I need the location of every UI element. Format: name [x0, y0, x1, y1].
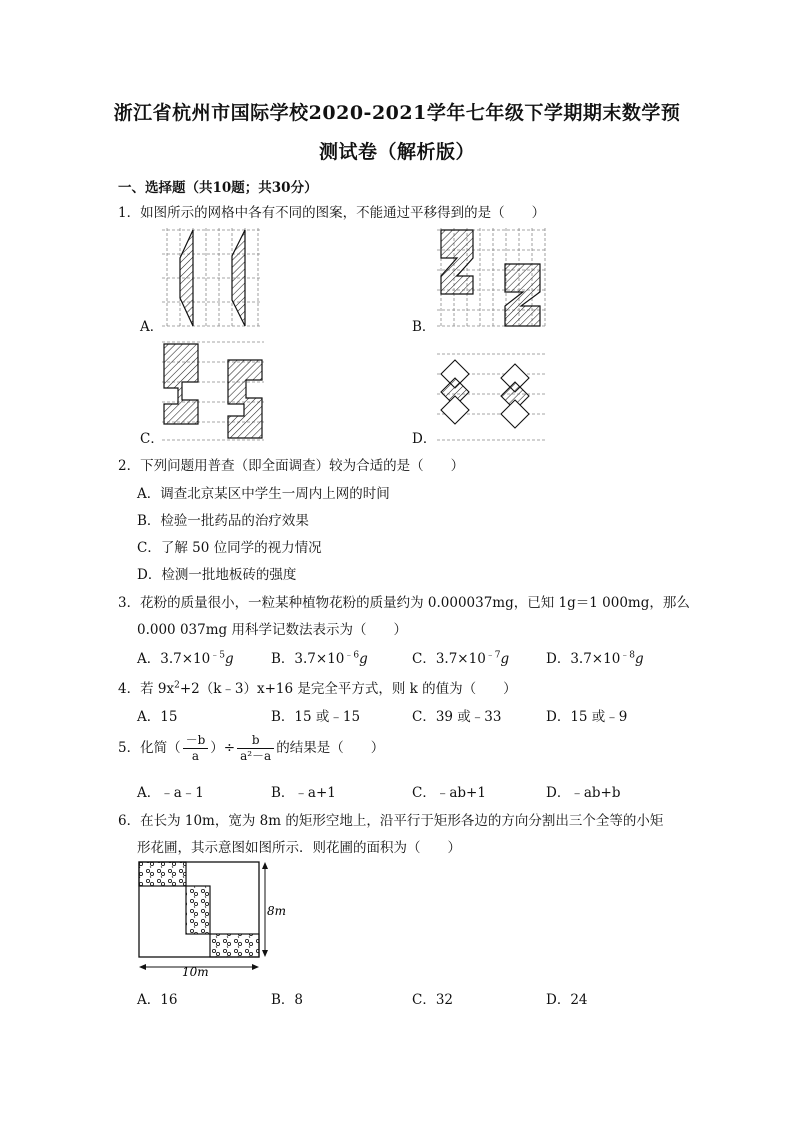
q5-option-b: B．﹣a+1 [271, 785, 336, 801]
section-heading: 一、选择题（共10题；共30分） [118, 180, 318, 196]
q4-option-c: C．39 或﹣33 [412, 709, 502, 725]
q2-option-b: B．检验一批药品的治疗效果 [137, 513, 309, 529]
q5-option-a: A．﹣a﹣1 [137, 785, 204, 801]
question-6-line2: 形花圃，其示意图如图所示．则花圃的面积为（ ） [137, 840, 461, 856]
q1-figure-d [433, 352, 551, 444]
fraction-1: $\frac{-b}{a}$ [183, 733, 209, 764]
q3-option-a: A．$3.7\times 10^{﹣5}g$ [137, 650, 234, 667]
q4-option-a: A．15 [137, 709, 178, 725]
q1-label-d: D． [412, 431, 437, 447]
q4-option-b: B．15 或﹣15 [271, 709, 361, 725]
q5-option-d: D．﹣ab+b [546, 785, 621, 801]
question-6-line1: 6．在长为 10m，宽为 8m 的矩形空地上，沿平行于矩形各边的方向分割出三个全等的小矩 [118, 813, 664, 829]
q3-option-b: B．$3.7\times 10^{﹣6}g$ [271, 650, 368, 667]
page-title: 浙江省杭州市国际学校2020-2021学年七年级下学期期末数学预 [113, 102, 681, 124]
question-4: 4．若 $9x^2+2(k﹣3)x+16$ 是完全平方式，则 k 的值为（ ） [118, 680, 517, 697]
q1-figure-c [158, 340, 268, 444]
question-3-line2: 0.000 037mg 用科学记数法表示为（ ） [137, 622, 407, 638]
q2-option-a: A．调查北京某区中学生一周内上网的时间 [137, 486, 390, 502]
q6-width-label: 10m [182, 965, 209, 979]
q1-label-b: B． [412, 319, 436, 335]
q1-figure-a [158, 228, 266, 328]
q4-option-d: D．15 或﹣9 [546, 709, 628, 725]
q1-figure-b [433, 228, 551, 328]
q6-option-b: B．8 [271, 992, 304, 1008]
page-title-line2: 测试卷（解析版） [318, 141, 475, 163]
q6-height-label: 8m [267, 904, 287, 918]
q2-option-c: C．了解 50 位同学的视力情况 [137, 540, 322, 556]
q6-option-d: D．24 [546, 992, 588, 1008]
fraction-2: $\frac{b}{\text{a²－a}}$ [237, 733, 274, 764]
q6-option-a: A．16 [137, 992, 178, 1008]
q6-option-c: C．32 [412, 992, 454, 1008]
question-1: 1．如图所示的网格中各有不同的图案，不能通过平移得到的是（ ） [118, 205, 546, 221]
q3-option-d: D．$3.7\times 10^{﹣8}g$ [546, 650, 644, 667]
q1-label-c: C． [140, 431, 164, 447]
q2-option-d: D．检测一批地板砖的强度 [137, 567, 297, 583]
question-3-line1: 3．花粉的质量很小，一粒某种植物花粉的质量约为 0.000037mg，已知 1g＝1 000mg，那么 [118, 595, 690, 611]
question-2: 2．下列问题用普查（即全面调查）较为合适的是（ ） [118, 458, 465, 474]
q6-figure [134, 858, 294, 980]
q5-option-c: C．﹣ab+1 [412, 785, 486, 801]
q3-option-c: C．$3.7\times 10^{﹣7}g$ [412, 650, 510, 667]
q1-label-a: A． [140, 319, 164, 335]
question-5: 5．化简（ $\frac{-b}{a}$ ）÷ $\frac{b}{\text{a²－a}}$ 的结果是（ ） [118, 733, 385, 763]
